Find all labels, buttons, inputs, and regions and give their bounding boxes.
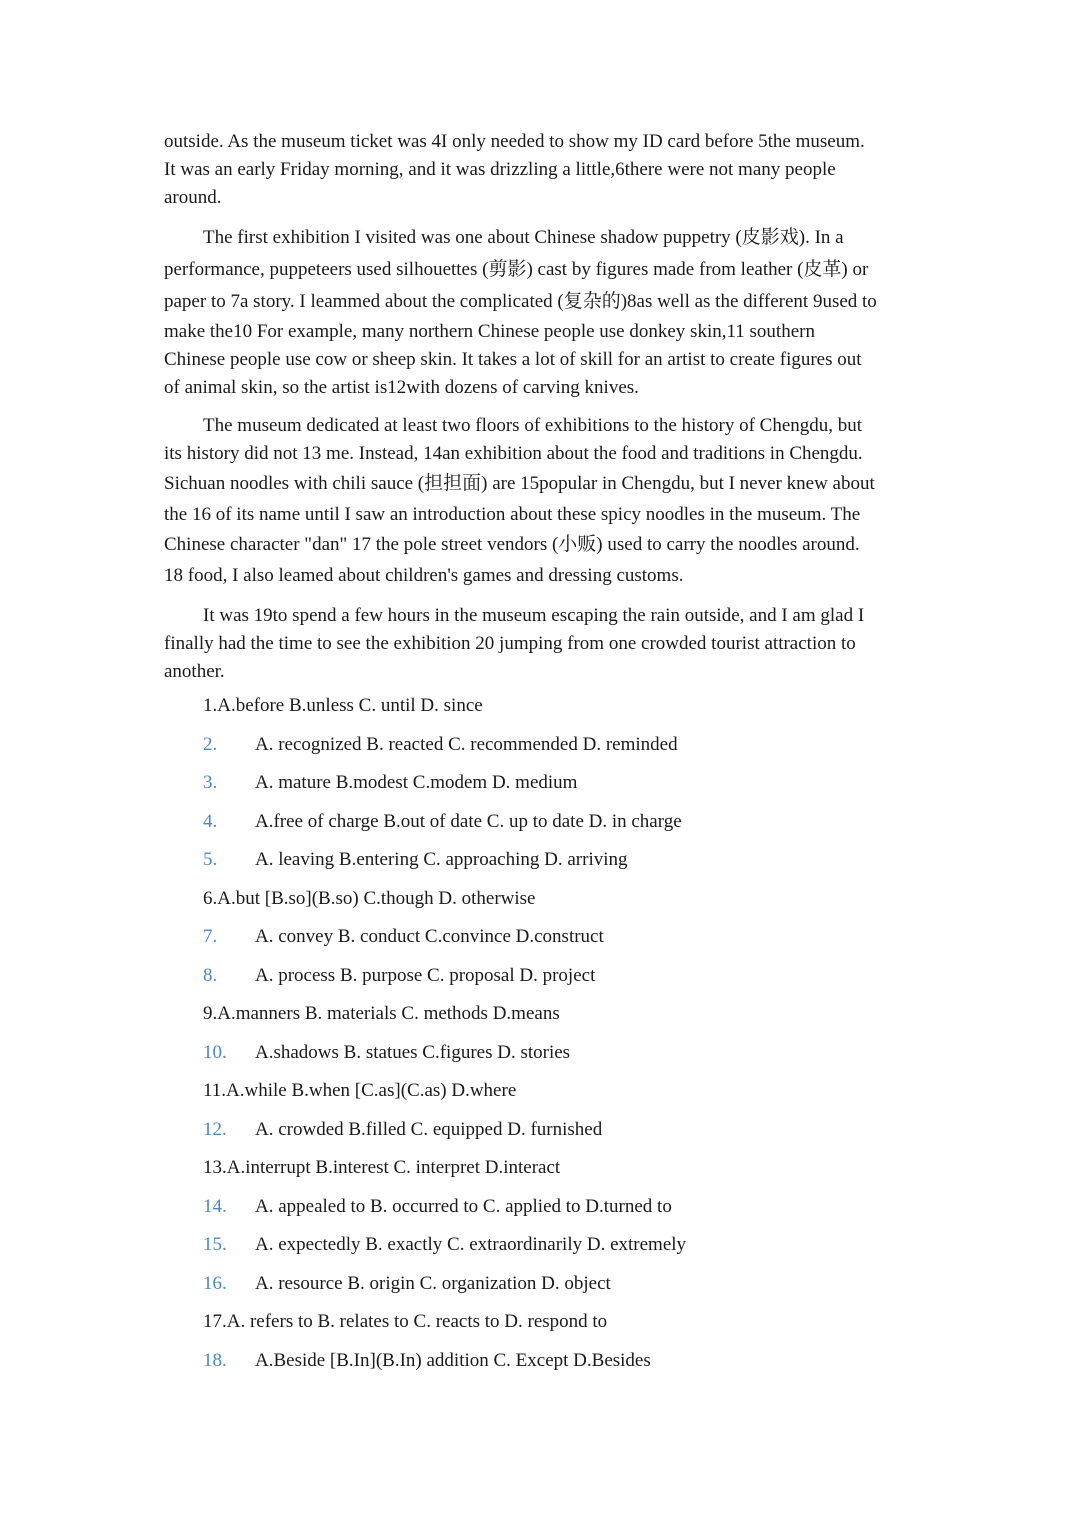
option-number: 15. — [203, 1234, 227, 1255]
option-number: 3. — [203, 772, 218, 793]
option-row — [164, 1307, 920, 1346]
option-text: 9.A.manners B. materials C. methods D.means — [203, 1003, 560, 1024]
option-row — [164, 1230, 920, 1269]
option-number: 5. — [203, 849, 218, 870]
answer-options — [164, 691, 920, 1384]
option-number: 4. — [203, 810, 218, 832]
option-row — [164, 691, 920, 730]
text-line: the 16 of its name until I saw an introduction about these spicy noodles in the museum. The — [164, 504, 861, 525]
text-line: Chinese people use cow or sheep skin. It takes a lot of skill for an artist to create figures out — [164, 349, 862, 370]
option-number: 14. — [203, 1195, 227, 1217]
option-text: A. expectedly B. exactly C. extraordinarily D. extremely — [255, 1234, 687, 1255]
option-text: 1.A.before B.unless C. until D. since — [203, 695, 483, 716]
option-row — [164, 1115, 920, 1154]
option-text: A. mature B.modest C.modem D. medium — [255, 772, 578, 793]
text-line: It was 19to spend a few hours in the museum escaping the rain outside, and I am glad I — [203, 605, 865, 626]
option-row — [164, 1346, 920, 1385]
text-line: finally had the time to see the exhibition 20 jumping from one crowded tourist attraction to — [164, 633, 856, 654]
option-number: 8. — [203, 964, 218, 986]
option-row — [164, 1269, 920, 1308]
text-line: paper to 7a story. I leammed about the complicated (复杂的)8as well as the different 9used to — [164, 291, 877, 312]
text-line: around. — [164, 187, 222, 208]
option-text: A.Beside [B.In](B.In) addition C. Except D.Besides — [255, 1349, 651, 1371]
option-row — [164, 1192, 920, 1231]
option-text: A.shadows B. statues C.figures D. stories — [255, 1041, 571, 1063]
option-text: A. appealed to B. occurred to C. applied to D.turned to — [255, 1195, 672, 1217]
text-line: outside. As the museum ticket was 4I only needed to show my ID card before 5the museum. — [164, 131, 865, 152]
option-number: 2. — [203, 733, 218, 755]
paragraph-1 — [164, 128, 920, 212]
passage — [164, 128, 920, 686]
option-text: 13.A.interrupt B.interest C. interpret D.interact — [203, 1157, 561, 1178]
option-text: A. process B. purpose C. proposal D. project — [255, 964, 596, 986]
option-row — [164, 961, 920, 1000]
option-row — [164, 1153, 920, 1192]
text-line: The museum dedicated at least two floors of exhibitions to the history of Chengdu, but — [203, 415, 863, 436]
text-line: Chinese character "dan" 17 the pole street vendors (小贩) used to carry the noodles around. — [164, 534, 860, 555]
text-line: Sichuan noodles with chili sauce (担担面) are 15popular in Chengdu, but I never knew about — [164, 473, 875, 494]
paragraph-2 — [164, 222, 920, 402]
text-line: It was an early Friday morning, and it was drizzling a little,6there were not many people — [164, 159, 836, 180]
paragraph-4 — [164, 602, 920, 686]
option-text: A. leaving B.entering C. approaching D. arriving — [255, 849, 628, 870]
option-row — [164, 768, 920, 807]
text-line: its history did not 13 me. Instead, 14an exhibition about the food and traditions in Chengdu. — [164, 443, 863, 464]
option-row — [164, 807, 920, 846]
option-number: 7. — [203, 926, 218, 947]
option-text: A.free of charge B.out of date C. up to date D. in charge — [255, 810, 682, 832]
option-row — [164, 730, 920, 769]
option-number: 16. — [203, 1272, 227, 1294]
option-text: 6.A.but [B.so](B.so) C.though D. otherwise — [203, 887, 536, 909]
option-text: 17.A. refers to B. relates to C. reacts to D. respond to — [203, 1311, 608, 1332]
text-line: of animal skin, so the artist is12with dozens of carving knives. — [164, 377, 639, 398]
option-number: 18. — [203, 1349, 227, 1371]
option-text: A. convey B. conduct C.convince D.construct — [255, 926, 604, 947]
option-row — [164, 1038, 920, 1077]
option-row — [164, 845, 920, 884]
option-row — [164, 922, 920, 961]
text-line: performance, puppeteers used silhouettes (剪影) cast by figures made from leather (皮革) or — [164, 259, 869, 280]
option-number: 10. — [203, 1041, 227, 1063]
option-row — [164, 884, 920, 923]
option-number: 12. — [203, 1118, 227, 1140]
paragraph-3 — [164, 412, 920, 592]
option-text: A. recognized B. reacted C. recommended D. reminded — [255, 733, 678, 755]
option-text: 11.A.while B.when [C.as](C.as) D.where — [203, 1080, 517, 1101]
text-line: 18 food, I also leamed about children's games and dressing customs. — [164, 565, 684, 586]
text-line: another. — [164, 661, 225, 682]
option-row — [164, 999, 920, 1038]
option-text: A. crowded B.filled C. equipped D. furnished — [255, 1118, 603, 1140]
text-line: The first exhibition I visited was one about Chinese shadow puppetry (皮影戏). In a — [203, 227, 844, 248]
option-row — [164, 1076, 920, 1115]
option-text: A. resource B. origin C. organization D. object — [255, 1272, 611, 1294]
text-line: make the10 For example, many northern Chinese people use donkey skin,11 southern — [164, 321, 815, 342]
